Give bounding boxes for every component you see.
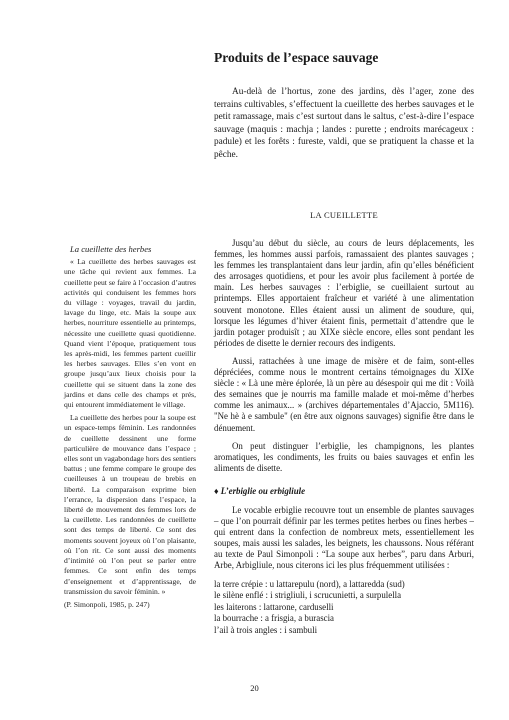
sidebar-citation: (P. Simonpoli, 1985, p. 247) — [64, 599, 150, 609]
list-item: les laiterons : lattarone, carduselli — [214, 601, 334, 612]
subsection-paragraph: Le vocable erbiglie recouvre tout un ensemble de plantes sauvages – que l’on pourrait définir par les termes petites herbes ou fines herbes – qui entrent dans la confection de nombreux mets, essentiellement les soupes, mais aussi les salades, les beignets, les chaussons. Nous référant au texte de Paul Simonpoli : “La soupe aux herbes”, paru dans Arburi, Arbe, Arbigliule, nous citerons ici les plus fréquemment utilisées : — [214, 504, 474, 571]
plant-list — [214, 579, 474, 637]
list-item: l’ail à trois angles : i sambuli — [214, 624, 318, 635]
body-paragraph: On peut distinguer l’erbiglie, les champignons, les plantes aromatiques, les condiments, les fruits ou baies sauvages et enfin les aliments de disette. — [214, 440, 474, 473]
sidebar-title: La cueillette des herbes — [70, 244, 152, 254]
intro-paragraph: Au-delà de l’hortus, zone des jardins, dès l’ager, zone des terrains cultivables, s’effectuent la cueillette des herbes sauvages et le petit ramassage, mais c’est surtout dans le saltus, c’est-à-dire l’espace sauvage (maquis : machja ; landes : purette ; endroits marécageux : padule) et les forêts : fureste, valdi, que se pratiquent la chasse et la pêche. — [214, 87, 474, 160]
subsection-heading: ♦ L’erbiglie ou erbigliule — [214, 485, 306, 496]
sidebar-paragraph: La cueillette des herbes pour la soupe est un espace-temps féminin. Les randonnées de cueillette dessinent une forme particulière de mouvance dans l’espace ; elles sont un vagabondage hors des sentiers battus ; une femme compare le groupe des cueilleuses à un troupeau de brebis en liberté. La comparaison exprime bien l’errance, la dispersion dans l’espace, la liberté de mouvement des femmes lors de la cueillette. Les randonnées de cueillette sont des temps de liberté. Ce sont des moments souvent joyeux où l’on plaisante, où l’on rit. Ce sont aussi des moments d’intimité où l’on peut se parler entre femmes. Ce sont enfin des temps d’enseignement et d’apprentissage, de transmission du savoir féminin. » — [64, 413, 197, 596]
main-column — [214, 238, 474, 637]
page-number: 20 — [250, 683, 259, 693]
list-item: le silène enflé : i strigliuli, i scrucunietti, a surpulella — [214, 590, 402, 601]
page-title: Produits de l’espace sauvage — [214, 50, 379, 65]
body-paragraph: Jusqu’au début du siècle, au cours de leurs déplacements, les femmes, les hommes aussi parfois, ramassaient des plantes sauvages ; les femmes les transplantaient dans leur jardin, afin qu’elles bénéficient des arrosages quotidiens, et pour les avoir plus facilement à portée de main. Les herbes sauvages : l’erbiglie, se cueillaient surtout au printemps. Elles apportaient fraîcheur et variété à une alimentation souvent monotone. Elles étaient aussi un aliment de soudure, qui, lorsque les légumes d’hiver étaient finis, permettait d’attendre que le jardin potager produisît ; au XIXe siècle encore, elles sont pendant les périodes de disette le dernier recours des indigents. — [214, 238, 474, 348]
sidebar-quote — [64, 244, 196, 613]
list-item: la terre crépie : u lattarepulu (nord), a lattaredda (sud) — [214, 578, 405, 589]
sidebar-paragraph: « La cueillette des herbes sauvages est une tâche qui revient aux femmes. La cueillette peut se faire à l’occasion d’autres activités qui conduisent les femmes hors du village : voyages, travail du jardin, lavage du linge, etc. Mais la soupe aux herbes, nourriture essentielle au printemps, nécessite une cueillette quasi quotidienne. Quand vient l’époque, pratiquement tous les après-midi, les femmes partent cueillir les herbes sauvages. Elles s’en vont en groupe jusqu’aux lieux choisis pour la cueillette qui se situent dans la zone des jardins et dans celle des champs et prés, qui entourent immédiatement le village. — [64, 257, 196, 410]
list-item: la bourrache : a frisgia, a burascia — [214, 613, 334, 624]
body-paragraph: Aussi, rattachées à une image de misère et de faim, sont-elles dépréciées, comme nous le montrent certains témoignages du XIXe siècle : « Là une mère éplorée, là un père au désespoir qui me dit : Voilà des semaines que je nourris ma famille malade et moi-même d’herbes comme les animaux... » (archives départementales d’Ajaccio, 5M116). "Ne hè à e sambule" (en être aux oignons sauvages) signifie être dans le dénuement. — [214, 355, 474, 433]
section-heading: LA CUEILLETTE — [310, 210, 378, 220]
